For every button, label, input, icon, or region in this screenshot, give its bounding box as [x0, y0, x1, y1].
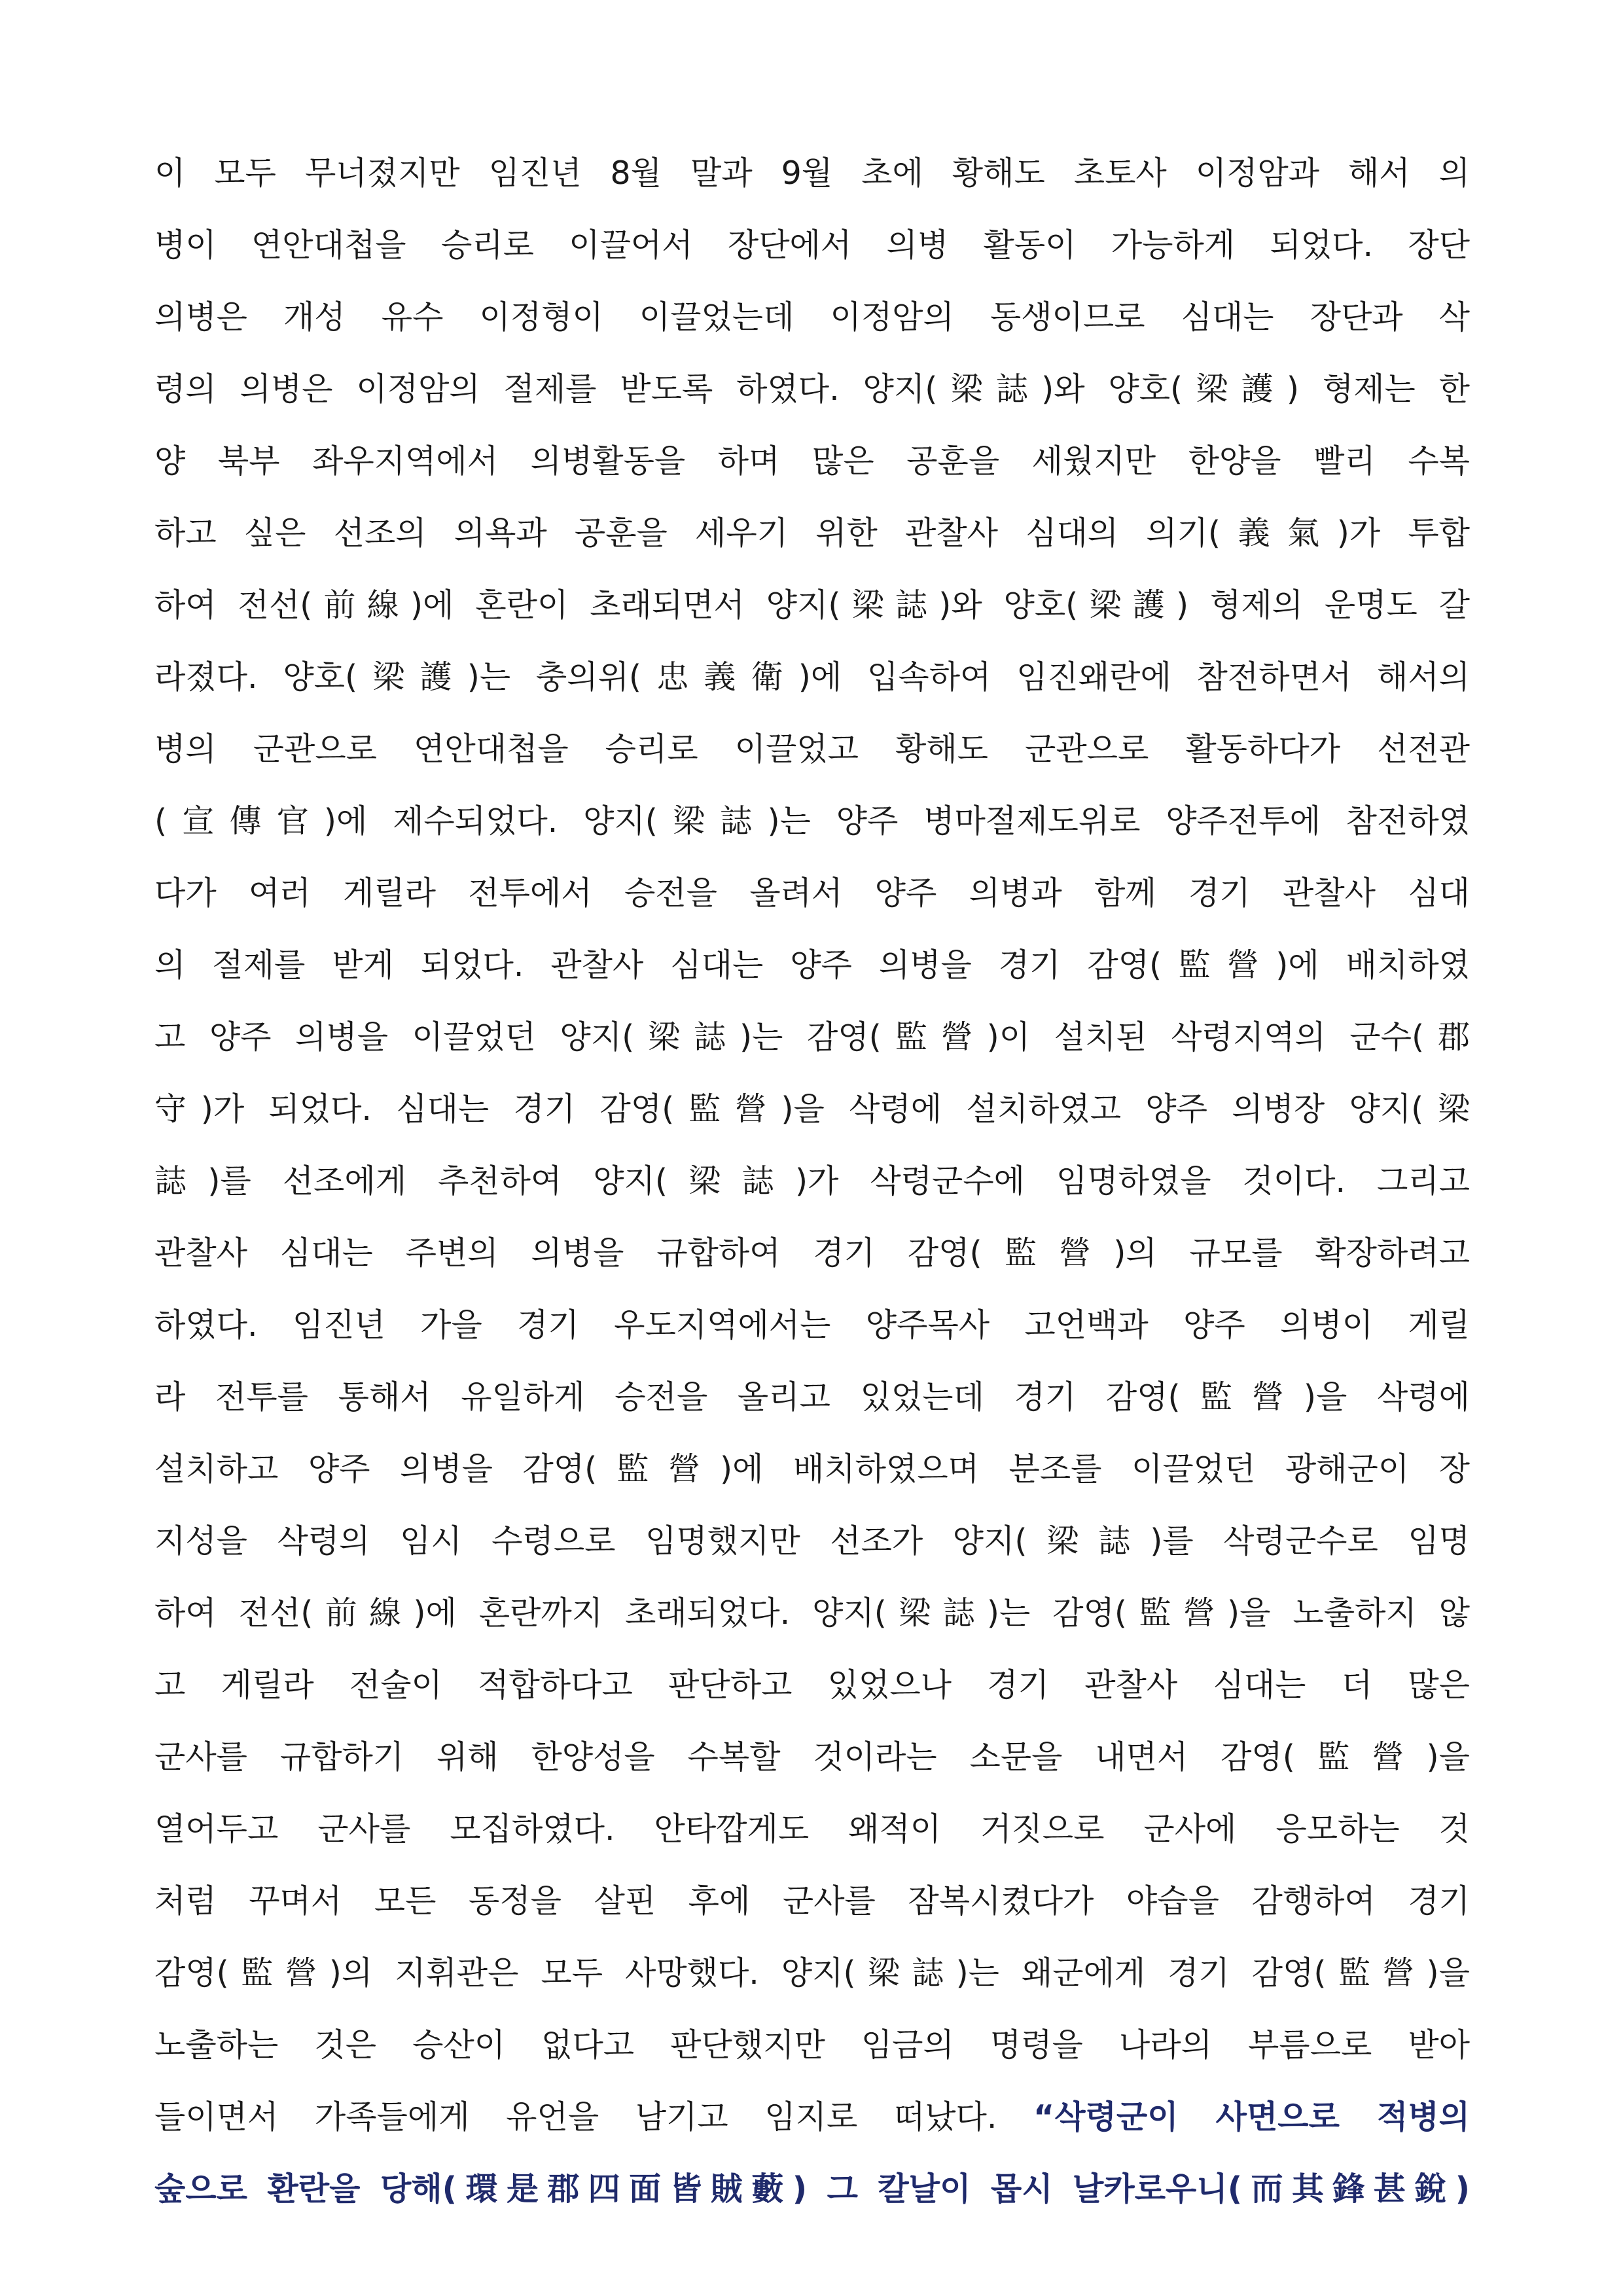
text-line-7: 하여 전선(前線)에 혼란이 초래되면서 양지(梁誌)와 양호(梁護) 형제의 운명도 갈: [154, 586, 1470, 624]
text-line-27: 노출하는 것은 승산이 없다고 판단했지만 임금의 명령을 나라의 부름으로 받아: [154, 2026, 1470, 2064]
text-line-15: 誌)를 선조에게 추천하여 양지(梁誌)가 삭령군수에 임명하였을 것이다. 그리고: [154, 1162, 1470, 1200]
text-line-1: 이 모두 무너졌지만 임진년 8월 말과 9월 초에 황해도 초토사 이정암과 해서 의: [154, 154, 1470, 192]
text-line-18: 라 전투를 통해서 유일하게 승전을 올리고 있었는데 경기 감영(監營)을 삭령에: [154, 1378, 1470, 1416]
text-line-4: 령의 의병은 이정암의 절제를 받도록 하였다. 양지(梁誌)와 양호(梁護) 형제는 한: [154, 370, 1470, 408]
text-line-5: 양 북부 좌우지역에서 의병활동을 하며 많은 공훈을 세웠지만 한양을 빨리 수복: [154, 442, 1470, 480]
text-line-8: 라졌다. 양호(梁護)는 충의위(忠義衛)에 입속하여 임진왜란에 참전하면서 해서의: [154, 658, 1471, 696]
text-line-12: 의 절제를 받게 되었다. 관찰사 심대는 양주 의병을 경기 감영(監營)에 배치하였: [154, 946, 1470, 984]
text-line-3: 의병은 개성 유수 이정형이 이끌었는데 이정암의 동생이므로 심대는 장단과 삭: [154, 298, 1470, 336]
text-line-6: 하고 싶은 선조의 의욕과 공훈을 세우기 위한 관찰사 심대의 의기(義氣)가 투합: [154, 514, 1470, 552]
text-line-2: 병이 연안대첩을 승리로 이끌어서 장단에서 의병 활동이 가능하게 되었다. 장단: [154, 226, 1470, 264]
text-line-28-plain: 들이면서 가족들에게 유언을 남기고 임지로 떠났다.: [154, 2098, 1034, 2136]
text-line-17: 하였다. 임진년 가을 경기 우도지역에서는 양주목사 고언백과 양주 의병이 게릴: [154, 1306, 1470, 1344]
text-line-28: [154, 2081, 1470, 2153]
text-line-25: 처럼 꾸며서 모든 동정을 살핀 후에 군사를 잠복시켰다가 야습을 감행하여 경기: [154, 1882, 1470, 1920]
text-line-9: 병의 군관으로 연안대첩을 승리로 이끌었고 황해도 군관으로 활동하다가 선전관: [154, 730, 1470, 768]
text-line-16: 관찰사 심대는 주변의 의병을 규합하여 경기 감영(監營)의 규모를 확장하려고: [154, 1234, 1470, 1272]
quote-start: “삭령군이 사면으로 적병의: [1033, 2098, 1471, 2136]
text-line-23: 군사를 규합하기 위해 한양성을 수복할 것이라는 소문을 내면서 감영(監營)을: [154, 1738, 1470, 1776]
text-line-21: 하여 전선(前線)에 혼란까지 초래되었다. 양지(梁誌)는 감영(監營)을 노출하지 않: [154, 1594, 1470, 1632]
quote-line: 숲으로 환란을 당해(環是郡四面皆賊藪) 그 칼날이 몹시 날카로우니(而其鋒甚銳): [154, 2170, 1470, 2208]
text-line-11: 다가 여러 게릴라 전투에서 승전을 올려서 양주 의병과 함께 경기 관찰사 심대: [154, 874, 1471, 912]
text-line-26: 감영(監營)의 지휘관은 모두 사망했다. 양지(梁誌)는 왜군에게 경기 감영(監營)을: [154, 1954, 1470, 1992]
text-line-20: 지성을 삭령의 임시 수령으로 임명했지만 선조가 양지(梁誌)를 삭령군수로 임명: [154, 1522, 1470, 1560]
text-line-14: 守)가 되었다. 심대는 경기 감영(監營)을 삭령에 설치하였고 양주 의병장 양지(梁: [154, 1090, 1470, 1128]
text-line-13: 고 양주 의병을 이끌었던 양지(梁誌)는 감영(監營)이 설치된 삭령지역의 군수(郡: [154, 1018, 1470, 1056]
text-line-19: 설치하고 양주 의병을 감영(監營)에 배치하였으며 분조를 이끌었던 광해군이 장: [154, 1450, 1470, 1488]
text-line-22: 고 게릴라 전술이 적합하다고 판단하고 있었으나 경기 관찰사 심대는 더 많은: [154, 1666, 1470, 1704]
body-text: [154, 137, 1470, 2225]
text-line-24: 열어두고 군사를 모집하였다. 안타깝게도 왜적이 거짓으로 군사에 응모하는 것: [154, 1810, 1470, 1848]
text-line-10: (宣傳官)에 제수되었다. 양지(梁誌)는 양주 병마절제도위로 양주전투에 참전하였: [154, 802, 1470, 840]
